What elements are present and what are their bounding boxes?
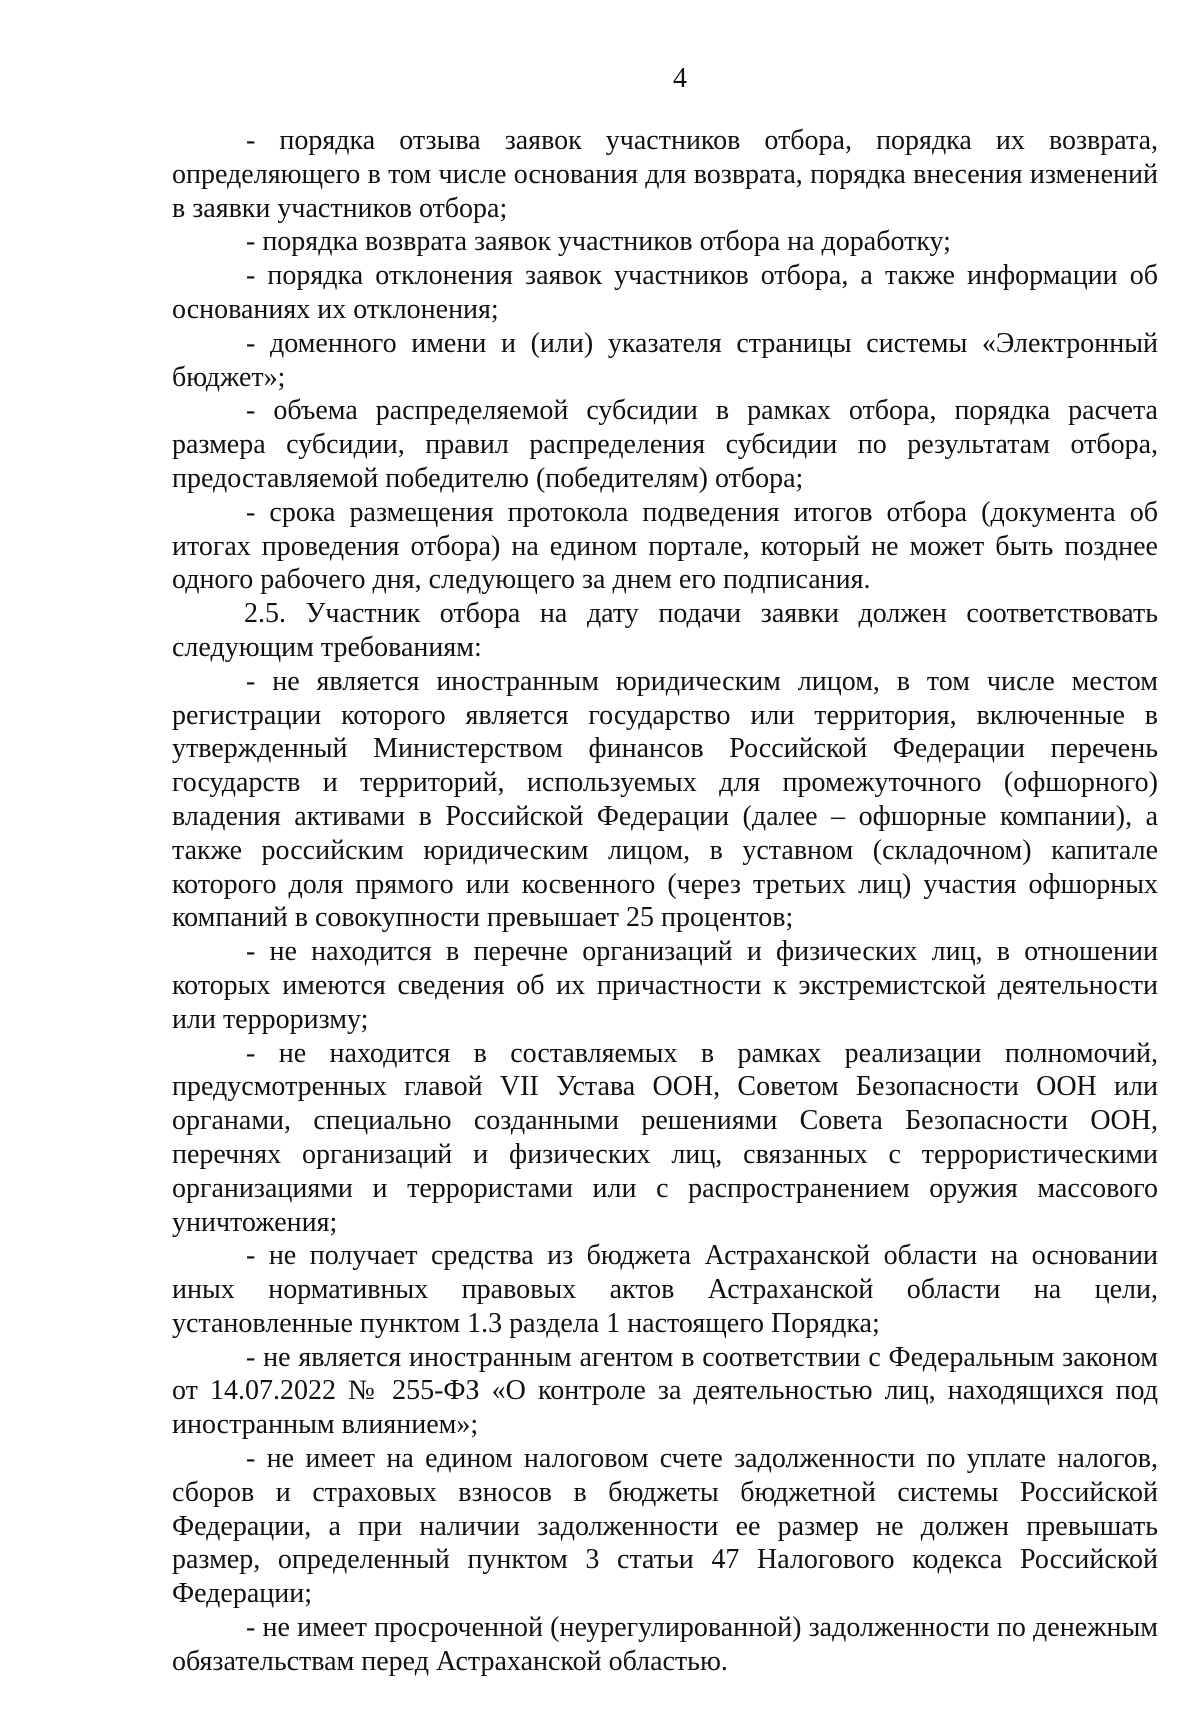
paragraph-no-tax-debt: - не имеет на едином налоговом счете задолженности по уплате налогов, сборов и страховых взносов в бюджеты бюджетной системы Российской Федерации, а при наличии задолженности ее размер не должен превышать размер, определенный пунктом 3 статьи 47 Налогового кодекса Российской Федерации; <box>172 1443 1158 1610</box>
paragraph-domain-name: - доменного имени и (или) указателя страницы системы «Электронный бюджет»; <box>172 327 1158 393</box>
paragraph-no-other-funds: - не получает средства из бюджета Астраханской области на основании иных нормативных правовых актов Астраханской области на цели, установленные пунктом 1.3 раздела 1 настоящего Порядка; <box>172 1240 1158 1339</box>
paragraph-not-extremist-list: - не находится в перечне организаций и физических лиц, в отношении которых имеются сведения об их причастности к экстремистской деятельности или терроризму; <box>172 936 1158 1035</box>
paragraph-withdrawal-procedure: - порядка отзыва заявок участников отбора, порядка их возврата, определяющего в том числе основания для возврата, порядка внесения изменений в заявки участников отбора; <box>172 125 1158 224</box>
paragraph-not-un-list: - не находится в составляемых в рамках реализации полномочий, предусмотренных главой VII Устава ООН, Советом Безопасности ООН или органами, специально созданными решениями Совета Безопасности ООН, перечнях организаций и физических лиц, связанных с террористическими организациями и террористами или с распространением оружия массового уничтожения; <box>172 1037 1158 1238</box>
paragraph-subsidy-volume: - объема распределяемой субсидии в рамках отбора, порядка расчета размера субсидии, правил распределения субсидии по результатам отбора, предоставляемой победителю (победителям) отбора; <box>172 395 1158 494</box>
paragraph-rejection-procedure: - порядка отклонения заявок участников отбора, а также информации об основаниях их отклонения; <box>172 260 1158 325</box>
paragraph-not-foreign-entity: - не является иностранным юридическим лицом, в том числе местом регистрации которого является государство или территория, включенные в утвержденный Министерством финансов Российской Федерации перечень государств и территорий, используемых для промежуточного (офшорного) владения активами в Российской Федерации (далее – офшорные компании), а также российским юридическим лицом, в уставном (складочном) капитале которого доля прямого или косвенного (через третьих лиц) участия офшорных компаний в совокупности превышает 25 процентов; <box>172 665 1158 934</box>
paragraph-section-2-5: 2.5. Участник отбора на дату подачи заявки должен соответствовать следующим требованиям: <box>172 598 1158 663</box>
document-body <box>172 124 1158 1679</box>
paragraph-protocol-deadline: - срока размещения протокола подведения итогов отбора (документа об итогах проведения отбора) на едином портале, который не может быть позднее одного рабочего дня, следующего за днем его подписания. <box>172 496 1158 596</box>
paragraph-not-foreign-agent: - не является иностранным агентом в соответствии с Федеральным законом от 14.07.2022 № 255-ФЗ «О контроле за деятельностью лиц, находящихся под иностранным влиянием»; <box>172 1341 1158 1441</box>
page-number: 4 <box>673 63 687 94</box>
paragraph-return-for-revision: - порядка возврата заявок участников отбора на доработку; <box>246 226 951 258</box>
paragraph-no-overdue-debt: - не имеет просроченной (неурегулированной) задолженности по денежным обязательствам перед Астраханской областью. <box>172 1612 1158 1677</box>
